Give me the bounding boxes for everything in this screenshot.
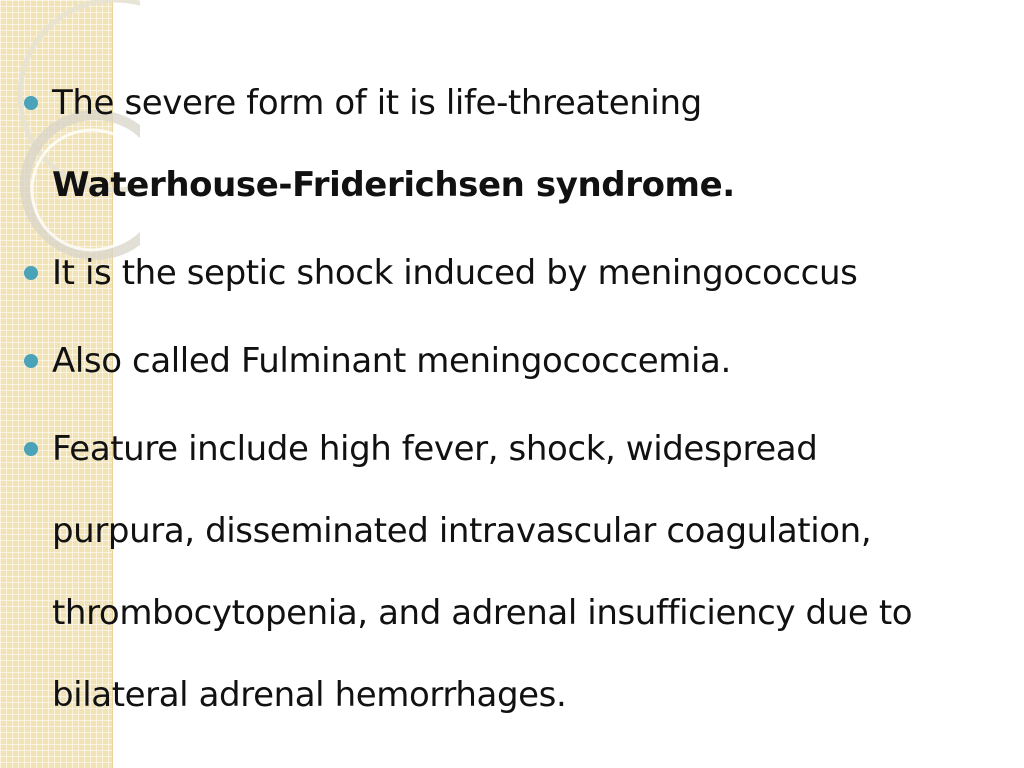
bullet-text-line: thrombocytopenia, and adrenal insufficiency due to — [52, 593, 913, 633]
bullet-item — [22, 232, 1002, 314]
bullet-text-line: bilateral adrenal hemorrhages. — [52, 675, 567, 715]
bullet-icon — [24, 266, 38, 280]
bullet-text-line: purpura, disseminated intravascular coagulation, — [52, 511, 872, 551]
bullet-icon — [24, 442, 38, 456]
bullet-item — [22, 320, 1002, 402]
bullet-item — [22, 408, 1002, 736]
bullet-text: It is the septic shock induced by meningococcus — [52, 253, 858, 293]
bullet-item — [22, 62, 1002, 226]
bullet-text: The severe form of it is life-threatening — [52, 83, 702, 123]
bullet-icon — [24, 96, 38, 110]
bullet-icon — [24, 354, 38, 368]
bullet-text: Also called Fulminant meningococcemia. — [52, 341, 731, 381]
bullet-text-line: Feature include high fever, shock, widespread — [52, 429, 818, 469]
bullet-bold-text: Waterhouse-Friderichsen syndrome. — [52, 165, 735, 205]
slide-content — [22, 62, 1002, 736]
